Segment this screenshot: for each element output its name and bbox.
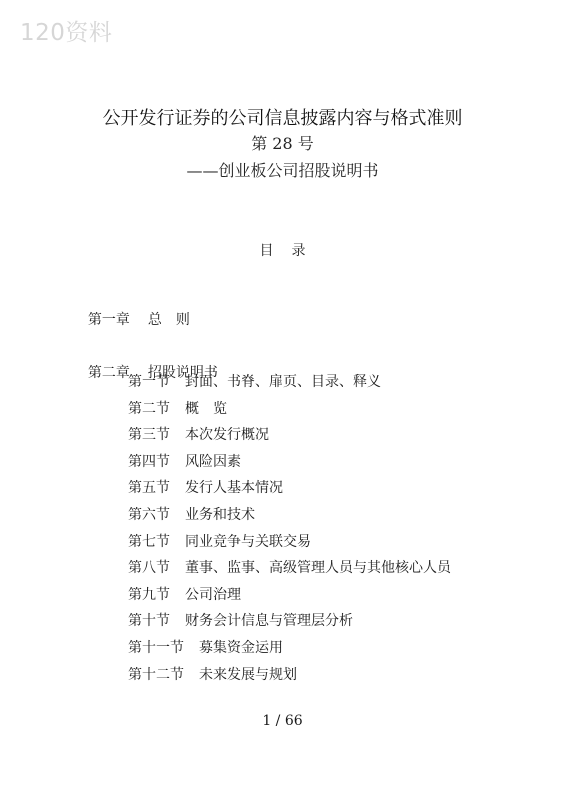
section-title: 发行人基本情况 xyxy=(185,480,283,497)
section-title: 未来发展与规划 xyxy=(199,666,297,683)
toc-section-2[interactable] xyxy=(128,399,451,426)
toc-section-3[interactable] xyxy=(128,425,451,452)
toc-section-12[interactable] xyxy=(128,665,451,692)
chapter-number: 第一章 xyxy=(87,312,130,328)
section-title: 财务会计信息与管理层分析 xyxy=(185,613,353,630)
section-number: 第七节 xyxy=(128,533,170,550)
section-title: 业务和技术 xyxy=(185,506,255,523)
section-number: 第三节 xyxy=(128,427,170,444)
section-title: 封面、书脊、扉页、目录、释义 xyxy=(185,374,381,390)
section-title: 公司治理 xyxy=(185,586,241,603)
section-number: 第一节 xyxy=(128,374,170,390)
watermark-logo: 120资料 xyxy=(20,20,113,46)
toc-section-9[interactable] xyxy=(128,585,451,612)
toc-section-5[interactable] xyxy=(128,478,451,505)
section-title: 董事、监事、高级管理人员与其他核心人员 xyxy=(185,560,451,577)
section-number: 第五节 xyxy=(128,480,170,497)
toc-heading: 目录 xyxy=(259,243,324,259)
section-title: 同业竞争与关联交易 xyxy=(185,533,311,550)
toc-section-8[interactable] xyxy=(128,558,451,585)
toc-section-list xyxy=(128,372,451,691)
toc-section-1[interactable] xyxy=(128,372,451,399)
toc-section-11[interactable] xyxy=(128,638,451,665)
section-title: 募集资金运用 xyxy=(199,639,283,656)
section-title: 本次发行概况 xyxy=(185,427,269,444)
section-title: 风险因素 xyxy=(185,453,241,470)
chapter-number: 第二章 xyxy=(87,365,130,381)
section-number: 第十节 xyxy=(128,613,170,630)
page-number: 1 / 66 xyxy=(262,713,303,729)
toc-section-4[interactable] xyxy=(128,452,451,479)
section-title: 概 览 xyxy=(185,400,227,417)
section-number: 第十一节 xyxy=(128,639,184,656)
section-number: 第十二节 xyxy=(128,666,184,683)
document-subtitle: ——创业板公司招股说明书 xyxy=(186,161,379,180)
section-number: 第四节 xyxy=(128,453,170,470)
document-title: 公开发行证券的公司信息披露内容与格式准则 xyxy=(102,108,463,129)
toc-chapter-1[interactable] xyxy=(79,293,190,329)
section-number: 第九节 xyxy=(128,586,170,603)
toc-section-6[interactable] xyxy=(128,505,451,532)
section-number: 第八节 xyxy=(128,560,170,577)
toc-section-7[interactable] xyxy=(128,532,451,559)
chapter-title: 招股说明书 xyxy=(147,365,218,381)
toc-section-10[interactable] xyxy=(128,611,451,638)
section-number: 第六节 xyxy=(128,506,170,523)
chapter-title: 总 则 xyxy=(147,312,190,328)
document-number: 第 28 号 xyxy=(251,134,314,153)
section-number: 第二节 xyxy=(128,400,170,417)
